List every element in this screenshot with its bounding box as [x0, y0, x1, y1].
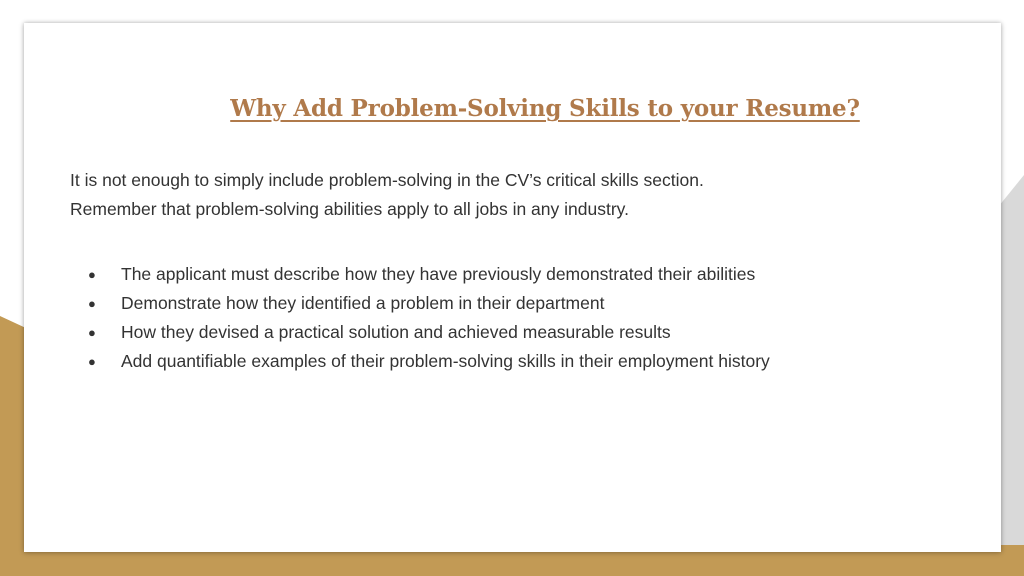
- bullet-icon: ●: [88, 325, 96, 340]
- intro-line-1: It is not enough to simply include problem-solving in the CV’s critical skills section.: [70, 170, 704, 190]
- bullet-icon: ●: [88, 267, 96, 282]
- bullet-text: How they devised a practical solution and achieved measurable results: [121, 322, 671, 342]
- slide-title: Why Add Problem-Solving Skills to your Resume?: [230, 95, 860, 122]
- intro-paragraph: [70, 166, 930, 224]
- bullet-item: [70, 260, 950, 289]
- bullet-icon: ●: [88, 296, 96, 311]
- bullet-text: The applicant must describe how they have previously demonstrated their abilities: [121, 264, 756, 284]
- bullet-list: [70, 260, 950, 376]
- bullet-text: Demonstrate how they identified a problem in their department: [121, 293, 605, 313]
- bullet-item: [70, 318, 950, 347]
- bullet-item: [70, 289, 950, 318]
- intro-line-2: Remember that problem-solving abilities apply to all jobs in any industry.: [70, 199, 629, 219]
- bullet-item: [70, 347, 950, 376]
- bullet-icon: ●: [88, 354, 96, 369]
- bullet-text: Add quantifiable examples of their problem-solving skills in their employment history: [121, 351, 770, 371]
